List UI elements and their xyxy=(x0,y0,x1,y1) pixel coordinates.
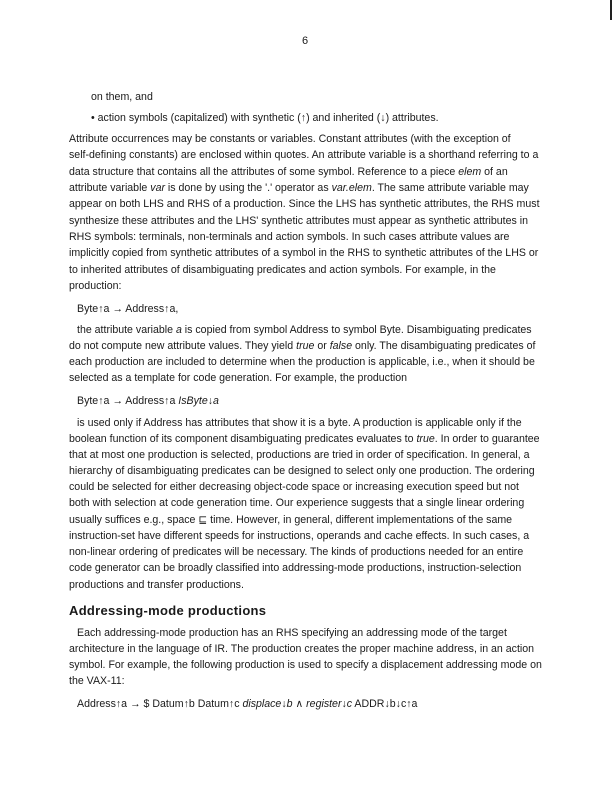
text-segment: on them, and xyxy=(91,91,153,103)
text-segment: instruction-set have different speeds for instructions, operands and cache effects. In such cases, a xyxy=(69,530,530,542)
text-segment: the VAX-11: xyxy=(69,675,125,687)
text-line xyxy=(69,497,524,509)
text-segment: attribute variable xyxy=(69,182,151,194)
italic-text: var xyxy=(150,182,165,194)
text-segment: symbol. For example, the following production is used to specify a displacement addressing mode on xyxy=(69,659,542,671)
text-line xyxy=(77,395,219,407)
text-segment: Byte↑a → Address↑a, xyxy=(77,303,179,315)
text-segment: Attribute occurrences may be constants or variables. Constant attributes (with the exception of xyxy=(69,133,511,145)
text-line xyxy=(69,149,538,161)
italic-text: displace↓b xyxy=(242,698,293,710)
text-line xyxy=(69,166,508,178)
text-segment: both with selection at code generation time. Our experience suggests that a single linear ordering xyxy=(69,497,525,509)
text-segment: Address↑a → $ Datum↑b Datum↑c xyxy=(77,698,243,710)
text-line xyxy=(69,481,519,493)
page-number: 6 xyxy=(302,35,309,47)
text-segment: the attribute variable xyxy=(77,324,176,336)
italic-text: true xyxy=(296,340,315,352)
text-segment: productions and transfer productions. xyxy=(69,579,244,591)
text-segment: data structure that contains all the attributes of some symbol. Reference to a piece xyxy=(69,166,459,178)
text-line xyxy=(69,247,538,259)
text-line xyxy=(69,215,528,227)
text-segment: implicitly copied from synthetic attributes of a symbol in the RHS to synthetic attributes of the LHS or xyxy=(69,247,539,259)
text-line xyxy=(69,372,407,384)
text-line xyxy=(69,659,542,671)
text-segment: that at most one production is selected, productions are tried in order of specification. In general, a xyxy=(69,449,530,461)
text-segment: Byte↑a → Address↑a xyxy=(77,395,179,407)
text-segment: is done by using the '.' operator as xyxy=(164,182,332,194)
text-line xyxy=(77,698,417,710)
text-segment: each production are included to determine when the production is applicable, i.e., when it should be xyxy=(69,356,535,368)
italic-text: register↓c xyxy=(306,698,353,710)
text-segment: boolean function of its component disambiguating predicates evaluates to xyxy=(69,433,417,445)
text-line xyxy=(77,324,532,336)
text-segment: is copied from symbol Address to symbol Byte. Disambiguating predicates xyxy=(181,324,532,336)
text-segment: architecture in the language of IR. The production creates the proper machine address, in an action xyxy=(69,643,535,655)
text-segment: only. The disambiguating predicates of xyxy=(352,340,536,352)
text-segment: hierarchy of disambiguating predicates can be designed to select only one production. The ordering xyxy=(69,465,535,477)
text-segment: or xyxy=(314,340,330,352)
text-line xyxy=(69,340,535,352)
text-segment: synthesize these attributes and the LHS' synthetic attributes must appear as synthetic attributes in xyxy=(69,215,528,227)
italic-text: a xyxy=(175,324,182,336)
text-line xyxy=(91,112,439,124)
text-line xyxy=(69,579,244,591)
text-segment: is used only if Address has attributes that show it is a byte. A production is applicable only if the xyxy=(77,417,522,429)
text-segment: could be selected for either decreasing object-code space or increasing execution speed but not xyxy=(69,481,519,493)
text-line xyxy=(69,356,535,368)
text-line xyxy=(77,417,522,429)
italic-text: false xyxy=(329,340,353,352)
text-segment: Each addressing-mode production has an RHS specifying an addressing mode of the target xyxy=(77,627,507,639)
text-segment: production: xyxy=(69,280,122,292)
text-line xyxy=(91,91,153,103)
text-line xyxy=(69,465,535,477)
section-heading: Addressing-mode productions xyxy=(69,603,267,618)
text-line xyxy=(69,530,529,542)
text-line xyxy=(77,303,178,315)
text-segment: ADDR↓b↓c↑a xyxy=(352,698,418,710)
text-line xyxy=(69,546,523,558)
text-line xyxy=(69,643,534,655)
text-segment: usually suffices e.g., space ⊑ time. However, in general, different implementations of the same xyxy=(69,514,513,526)
text-line xyxy=(69,675,125,687)
text-line xyxy=(69,231,509,243)
text-segment: ∧ xyxy=(292,698,307,710)
italic-text: elem xyxy=(458,166,482,178)
text-line xyxy=(69,182,529,194)
text-segment: non-linear ordering of predicates will be necessary. The kinds of productions needed for an entire xyxy=(69,546,524,558)
text-segment: self-defining constants) are enclosed within quotes. An attribute variable is a shorthand referring to a xyxy=(69,149,539,161)
italic-text: IsByte↓a xyxy=(178,395,219,407)
text-line xyxy=(69,514,512,526)
text-segment: • action symbols (capitalized) with synthetic (↑) and inherited (↓) attributes. xyxy=(91,112,439,124)
text-line xyxy=(77,627,507,639)
text-segment: code generator can be broadly classified into addressing-mode productions, instruction-selection xyxy=(69,562,522,574)
text-segment: do not compute new attribute values. They yield xyxy=(69,340,297,352)
text-segment: to inherited attributes of disambiguating predicates and action symbols. For example, in the xyxy=(69,264,496,276)
text-line xyxy=(69,433,540,445)
text-segment: . In order to guarantee xyxy=(434,433,540,445)
text-line xyxy=(69,198,540,210)
text-line xyxy=(69,264,496,276)
text-line xyxy=(69,133,511,145)
text-segment: RHS symbols: terminals, non-terminals and action symbols. In such cases attribute values are xyxy=(69,231,510,243)
text-segment: . The same attribute variable may xyxy=(371,182,529,194)
italic-text: true xyxy=(416,433,435,445)
text-segment: selected as a template for code generation. For example, the production xyxy=(69,372,408,384)
text-line xyxy=(69,280,121,292)
text-line xyxy=(69,449,530,461)
italic-text: var.elem xyxy=(331,182,372,194)
text-segment: of an xyxy=(481,166,508,178)
text-segment: appear on both LHS and RHS of a production. Since the LHS has synthetic attributes, the RHS must xyxy=(69,198,540,210)
text-line xyxy=(69,562,521,574)
